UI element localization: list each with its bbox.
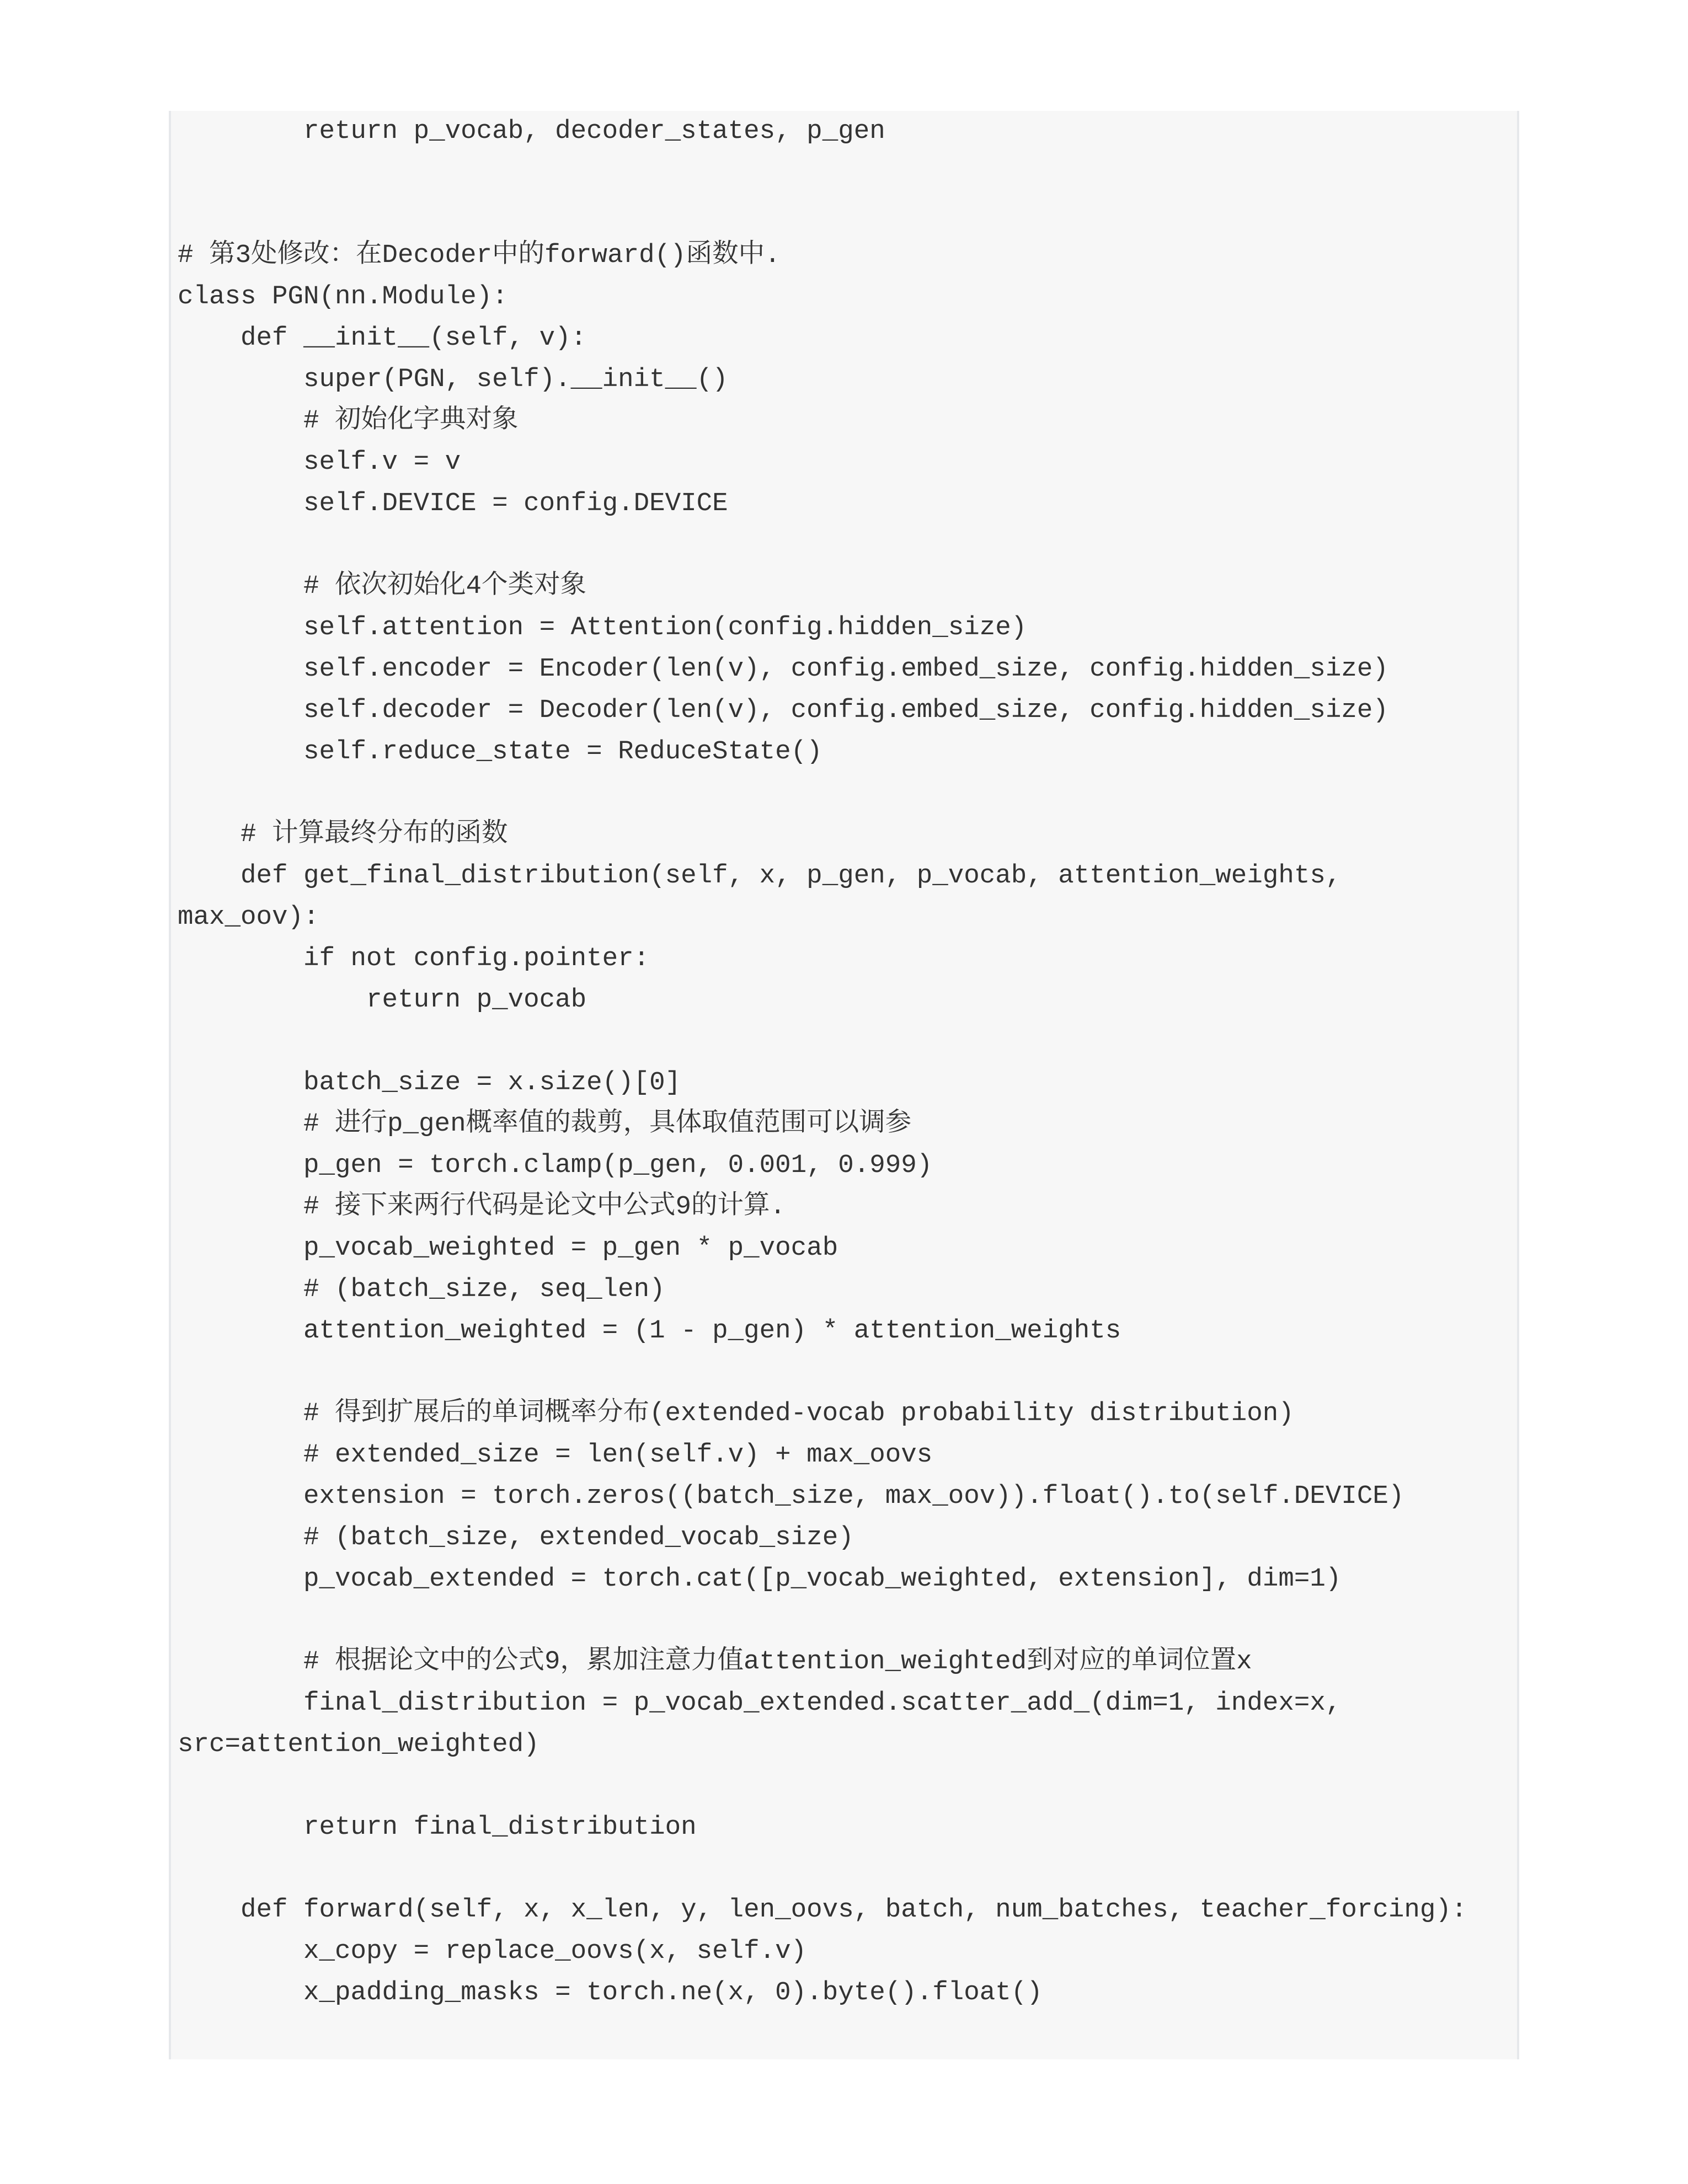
code-line xyxy=(178,1352,1517,1393)
code-line: self.encoder = Encoder(len(v), config.embed_size, config.hidden_size) xyxy=(178,654,1388,684)
code-line: self.decoder = Decoder(len(v), config.embed_size, config.hidden_size) xyxy=(178,695,1388,725)
code-block xyxy=(169,111,1519,2059)
code-line: batch_size = x.size()[0] xyxy=(178,1068,681,1098)
code-line: x_padding_masks = torch.ne(x, 0).byte().float() xyxy=(178,1978,1043,2008)
code-comment: # 第3处修改：在Decoder中的forward()函数中. xyxy=(178,240,781,270)
code-comment: # (batch_size, seq_len) xyxy=(178,1275,665,1304)
code-lines xyxy=(178,111,1517,2014)
code-comment: # extended_size = len(self.v) + max_oovs xyxy=(178,1440,933,1470)
code-line: class PGN(nn.Module): xyxy=(178,282,508,312)
code-line: p_vocab_weighted = p_gen * p_vocab xyxy=(178,1233,838,1263)
code-line xyxy=(178,773,1517,814)
code-line: attention_weighted = (1 - p_gen) * attention_weights xyxy=(178,1316,1121,1346)
code-comment: # (batch_size, extended_vocab_size) xyxy=(178,1523,854,1553)
code-line: self.v = v xyxy=(178,447,461,477)
code-comment: # 依次初始化4个类对象 xyxy=(178,571,587,601)
code-line xyxy=(178,1021,1517,1062)
code-line: final_distribution = p_vocab_extended.scatter_add_(dim=1, index=x, xyxy=(178,1688,1342,1718)
code-line: return p_vocab, decoder_states, p_gen xyxy=(178,116,885,146)
code-line: if not config.pointer: xyxy=(178,944,650,973)
code-line: max_oov): xyxy=(178,902,319,932)
code-comment: # 接下来两行代码是论文中公式9的计算. xyxy=(178,1192,786,1222)
code-line: return p_vocab xyxy=(178,985,587,1015)
code-line: extension = torch.zeros((batch_size, max_oov)).float().to(self.DEVICE) xyxy=(178,1481,1404,1511)
code-line xyxy=(178,524,1517,566)
code-line: src=attention_weighted) xyxy=(178,1730,539,1759)
code-line: self.reduce_state = ReduceState() xyxy=(178,737,822,767)
code-line: p_vocab_extended = torch.cat([p_vocab_weighted, extension], dim=1) xyxy=(178,1564,1342,1594)
code-comment: # 得到扩展后的单词概率分布(extended-vocab probability distribution) xyxy=(178,1399,1294,1428)
code-line xyxy=(178,1765,1517,1807)
code-line: x_copy = replace_oovs(x, self.v) xyxy=(178,1936,807,1966)
code-line: def get_final_distribution(self, x, p_gen, p_vocab, attention_weights, xyxy=(178,861,1342,891)
code-line: super(PGN, self).__init__() xyxy=(178,365,728,394)
code-comment: # 根据论文中的公式9，累加注意力值attention_weighted到对应的单词位置x xyxy=(178,1647,1252,1677)
code-line: p_gen = torch.clamp(p_gen, 0.001, 0.999) xyxy=(178,1150,933,1180)
code-line: self.attention = Attention(config.hidden_size) xyxy=(178,613,1027,643)
code-line xyxy=(178,194,1517,235)
code-line xyxy=(178,1600,1517,1641)
code-line: return final_distribution xyxy=(178,1812,697,1842)
code-comment: # 进行p_gen概率值的裁剪，具体取值范围可以调参 xyxy=(178,1109,912,1139)
code-line xyxy=(178,152,1517,194)
code-line: self.DEVICE = config.DEVICE xyxy=(178,489,728,518)
code-comment: # 初始化字典对象 xyxy=(178,406,519,436)
code-comment: # 计算最终分布的函数 xyxy=(178,820,508,849)
code-line xyxy=(178,1848,1517,1889)
code-line: def forward(self, x, x_len, y, len_oovs, batch, num_batches, teacher_forcing): xyxy=(178,1895,1467,1925)
code-line: def __init__(self, v): xyxy=(178,323,587,353)
